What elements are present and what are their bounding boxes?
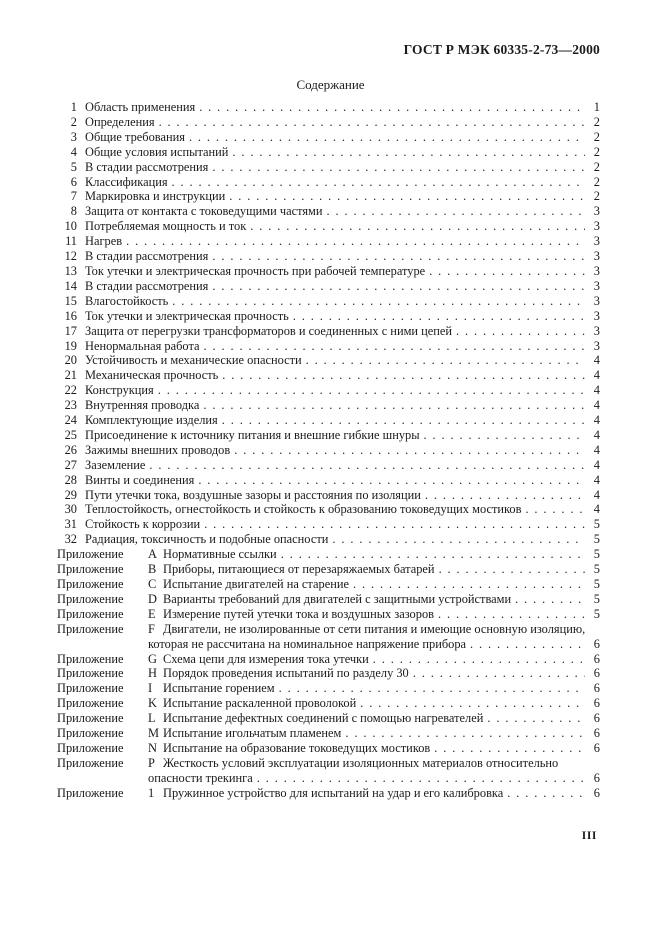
toc-entry-number: 3 (70, 129, 77, 144)
toc-entry-title: Стойкость к коррозии (85, 517, 201, 532)
toc-entry (57, 383, 600, 398)
dot-leader (218, 368, 585, 383)
appendix-letter: P (148, 755, 155, 770)
toc-appendix-entry (57, 562, 600, 577)
toc-entry (57, 234, 600, 249)
toc-entry (57, 353, 600, 368)
appendix-letter: G (148, 651, 157, 666)
toc-entry-page: 3 (593, 278, 600, 293)
toc-entry-number: 1 (70, 100, 77, 114)
toc-entry-page: 2 (593, 189, 600, 204)
toc-entry-number: 26 (64, 442, 77, 457)
toc-entry (57, 309, 600, 324)
toc-entry-title: Испытание на образование токоведущих мостиков (163, 740, 431, 755)
toc-entry-page: 3 (593, 263, 600, 278)
toc-entry-page: 6 (593, 666, 600, 681)
toc-entry (57, 502, 600, 517)
toc-entry-page: 3 (593, 234, 600, 249)
toc-entry (57, 473, 600, 488)
toc-entry-page: 6 (593, 651, 600, 666)
toc-entry-title: Испытание двигателей на старение (163, 577, 349, 591)
dot-leader (200, 517, 585, 532)
appendix-label: Приложение (57, 562, 124, 577)
toc-appendix-entry (57, 711, 600, 726)
toc-appendix-entry (57, 786, 600, 801)
appendix-label: Приложение (57, 577, 124, 591)
toc-entry-page: 2 (593, 129, 600, 144)
toc-entry-page: 6 (593, 770, 600, 785)
toc-entry-number: 25 (64, 427, 77, 442)
toc-entry-number: 5 (70, 159, 77, 174)
toc-entry (57, 100, 600, 115)
toc-appendix-entry (57, 592, 600, 607)
appendix-label: Приложение (57, 740, 124, 755)
toc-entry-title: Влагостойкость (85, 293, 169, 308)
toc-appendix-entry (57, 652, 600, 667)
appendix-letter: 1 (148, 785, 155, 800)
toc-entry-page: 4 (593, 383, 600, 398)
appendix-letter: B (148, 562, 157, 577)
dot-leader (521, 502, 585, 517)
appendix-label: Приложение (57, 666, 124, 681)
toc-entry-number: 15 (64, 293, 77, 308)
doc-code: ГОСТ Р МЭК 60335-2-73—2000 (403, 42, 600, 57)
toc-entry-number: 17 (64, 323, 77, 338)
toc-entry (57, 517, 600, 532)
appendix-letter: C (148, 577, 157, 591)
appendix-label: Приложение (57, 681, 124, 696)
toc-entry-title: Нормативные ссылки (163, 547, 277, 562)
appendix-letter: F (148, 621, 155, 636)
toc-entry (57, 160, 600, 175)
toc-entry-page: 4 (593, 398, 600, 413)
appendix-label: Приложение (57, 785, 124, 800)
toc-entry-page: 6 (593, 711, 600, 726)
appendix-letter: E (148, 606, 156, 621)
toc-entry (57, 532, 600, 547)
appendix-label: Приложение (57, 606, 124, 621)
toc-entry-page: 4 (593, 427, 600, 442)
toc-entry-title: Присоединение к источнику питания и внешние гибкие шнуры (85, 427, 420, 442)
dot-leader (483, 711, 585, 726)
toc-entry (57, 398, 600, 413)
toc-entry-number: 23 (64, 398, 77, 413)
dot-leader (194, 473, 585, 488)
dot-leader (168, 175, 585, 190)
toc-appendix-entry (57, 666, 600, 681)
toc-entry (57, 115, 600, 130)
toc-entry-page: 3 (593, 338, 600, 353)
toc-entry (57, 339, 600, 354)
dot-leader (275, 681, 585, 696)
toc-entry-number: 7 (70, 189, 77, 204)
toc-entry-title-continued: опасности трекинга (148, 770, 253, 785)
dot-leader (511, 592, 585, 607)
toc-entry-page: 6 (593, 785, 600, 800)
toc-entry (57, 324, 600, 339)
toc-entry-title: Винты и соединения (85, 472, 195, 487)
toc-list (57, 100, 600, 801)
dot-leader (421, 488, 585, 503)
toc-entry-title: Механическая прочность (85, 368, 219, 383)
toc-entry (57, 189, 600, 204)
dot-leader (503, 786, 585, 801)
appendix-label: Приложение (57, 547, 124, 562)
dot-leader (155, 115, 585, 130)
toc-appendix-entry (57, 696, 600, 711)
toc-entry-page: 5 (593, 591, 600, 606)
toc-entry-page: 4 (593, 413, 600, 428)
toc-entry-title: Определения (85, 114, 155, 129)
appendix-letter: D (148, 591, 157, 606)
dot-leader (208, 279, 585, 294)
toc-entry-title: Двигатели, не изолированные от сети питания и имеющие основную изоляцию, (163, 621, 586, 636)
toc-appendix-entry (57, 607, 600, 622)
toc-entry-number: 16 (64, 308, 77, 323)
dot-leader (208, 160, 585, 175)
toc-entry-title: Потребляемая мощность и ток (85, 219, 247, 234)
dot-leader (435, 562, 585, 577)
appendix-letter: L (148, 711, 156, 726)
appendix-label: Приложение (57, 696, 124, 711)
dot-leader (430, 741, 585, 756)
page-title: Содержание (296, 77, 365, 92)
toc-entry-page: 4 (593, 353, 600, 368)
toc-entry-title: Классификация (85, 174, 168, 189)
toc-entry-title: Ток утечки и электрическая прочность (85, 308, 289, 323)
toc-entry-page: 5 (593, 547, 600, 562)
dot-leader (277, 547, 585, 562)
toc-entry-page: 4 (593, 502, 600, 517)
dot-leader (328, 532, 585, 547)
dot-leader (154, 383, 585, 398)
dot-leader (145, 458, 585, 473)
dot-leader (349, 577, 585, 592)
toc-entry-number: 8 (70, 204, 77, 219)
dot-leader (230, 443, 585, 458)
toc-entry (57, 145, 600, 160)
toc-appendix-entry (57, 622, 600, 652)
toc-entry (57, 219, 600, 234)
dot-leader (195, 100, 585, 115)
toc-entry-page: 4 (593, 442, 600, 457)
page-number: III (581, 830, 597, 842)
toc-appendix-entry (57, 577, 600, 592)
dot-leader (356, 696, 585, 711)
dot-leader (168, 294, 585, 309)
toc-entry-page: 3 (593, 293, 600, 308)
toc-entry-title: Измерение путей утечки тока и воздушных зазоров (163, 606, 434, 621)
dot-leader (409, 666, 585, 681)
toc-entry-number: 14 (64, 278, 77, 293)
appendix-label: Приложение (57, 726, 124, 741)
toc-entry-number: 11 (65, 234, 77, 249)
toc-entry-page: 5 (593, 517, 600, 532)
dot-leader (341, 726, 585, 741)
toc-entry (57, 458, 600, 473)
toc-entry-title: Испытание горением (163, 681, 275, 696)
toc-entry-title: Защита от перегрузки трансформаторов и соединенных с ними цепей (85, 323, 453, 338)
appendix-letter: M (148, 726, 160, 741)
dot-leader (420, 428, 585, 443)
toc-entry-page: 3 (593, 204, 600, 219)
toc-entry-title: В стадии рассмотрения (85, 249, 209, 264)
toc-entry (57, 443, 600, 458)
appendix-letter: K (148, 696, 157, 711)
toc-entry (57, 175, 600, 190)
dot-leader (200, 339, 585, 354)
toc-entry-page: 3 (593, 249, 600, 264)
appendix-letter: H (148, 666, 157, 681)
toc-appendix-entry (57, 547, 600, 562)
toc-entry-number: 31 (64, 517, 77, 532)
toc-entry-page: 5 (593, 532, 600, 547)
dot-leader (122, 234, 585, 249)
toc-entry-number: 21 (64, 368, 77, 383)
toc-entry (57, 428, 600, 443)
toc-entry (57, 294, 600, 309)
toc-entry-number: 12 (64, 249, 77, 264)
toc-entry-title: Испытание игольчатым пламенем (163, 726, 342, 741)
toc-entry-page: 3 (593, 308, 600, 323)
dot-leader (208, 249, 585, 264)
toc-entry-title: Ток утечки и электрическая прочность при рабочей температуре (85, 263, 426, 278)
toc-entry-page: 5 (593, 562, 600, 577)
toc-entry-page: 4 (593, 487, 600, 502)
toc-entry-number: 22 (64, 383, 77, 398)
dot-leader (323, 204, 585, 219)
toc-appendix-entry (57, 681, 600, 696)
toc-entry-number: 20 (64, 353, 77, 368)
appendix-label: Приложение (57, 711, 124, 726)
toc-entry-number: 27 (64, 457, 77, 472)
toc-entry-number: 4 (70, 144, 77, 159)
toc-entry-title: Маркировка и инструкции (85, 189, 226, 204)
toc-entry-title: Ненормальная работа (85, 338, 200, 353)
dot-leader (228, 145, 585, 160)
toc-entry-title: Комплектующие изделия (85, 413, 218, 428)
toc-entry-title: Защита от контакта с токоведущими частями (85, 204, 323, 219)
appendix-label: Приложение (57, 591, 124, 606)
dot-leader (289, 309, 585, 324)
toc-entry (57, 488, 600, 503)
toc-entry-number: 30 (64, 502, 77, 517)
dot-leader (253, 771, 585, 786)
toc-entry-title: Испытание дефектных соединений с помощью нагревателей (163, 711, 484, 726)
toc-appendix-entry (57, 741, 600, 756)
toc-entry-title: Внутренняя проводка (85, 398, 200, 413)
toc-entry-page: 3 (593, 219, 600, 234)
dot-leader (218, 413, 585, 428)
toc-entry-title: В стадии рассмотрения (85, 159, 209, 174)
toc-entry-title: Устойчивость и механические опасности (85, 353, 302, 368)
toc-entry-page: 6 (593, 636, 600, 651)
toc-entry-title: Теплостойкость, огнестойкость и стойкость к образованию токоведущих мостиков (85, 502, 522, 517)
toc-entry-title: Область применения (85, 100, 196, 114)
dot-leader (225, 189, 585, 204)
toc-entry (57, 368, 600, 383)
toc-entry-title-continued: которая не рассчитана на номинальное напряжение прибора (148, 636, 467, 651)
appendix-label: Приложение (57, 651, 124, 666)
appendix-letter: N (148, 740, 157, 755)
appendix-letter: A (148, 547, 157, 562)
toc-entry-title: Пружинное устройство для испытаний на удар и его калибровка (163, 785, 504, 800)
dot-leader (246, 219, 585, 234)
toc-entry-page: 4 (593, 457, 600, 472)
toc-entry-page: 4 (593, 472, 600, 487)
toc-entry (57, 413, 600, 428)
toc-appendix-entry (57, 756, 600, 786)
toc-entry-title: Порядок проведения испытаний по разделу 30 (163, 666, 409, 681)
toc-entry-number: 32 (64, 532, 77, 547)
toc-entry-page: 6 (593, 696, 600, 711)
toc-entry-title: Зажимы внешних проводов (85, 442, 231, 457)
toc-entry-number: 13 (64, 263, 77, 278)
toc-entry-page: 6 (593, 740, 600, 755)
toc-appendix-entry (57, 726, 600, 741)
toc-entry-page: 2 (593, 174, 600, 189)
toc-entry (57, 264, 600, 279)
toc-entry-title: Конструкция (85, 383, 154, 398)
dot-leader (425, 264, 585, 279)
toc-entry-number: 2 (70, 114, 77, 129)
toc-entry-page: 1 (593, 100, 600, 114)
toc-entry (57, 130, 600, 145)
toc-entry (57, 204, 600, 219)
toc-entry (57, 249, 600, 264)
appendix-label: Приложение (57, 755, 124, 770)
dot-leader (199, 398, 585, 413)
toc-entry-title: Заземление (85, 457, 146, 472)
toc-entry-title: В стадии рассмотрения (85, 278, 209, 293)
toc-entry-page: 3 (593, 323, 600, 338)
toc-entry-page: 5 (593, 577, 600, 591)
dot-leader (434, 607, 585, 622)
toc-entry-title: Варианты требований для двигателей с защитными устройствами (163, 591, 512, 606)
dot-leader (466, 637, 585, 652)
dot-leader (369, 652, 585, 667)
dot-leader (452, 324, 585, 339)
toc-entry-title: Нагрев (85, 234, 123, 249)
toc-entry-page: 2 (593, 159, 600, 174)
toc-entry-number: 28 (64, 472, 77, 487)
dot-leader (302, 353, 585, 368)
toc-entry-title: Общие требования (85, 129, 185, 144)
toc-entry-page: 4 (593, 368, 600, 383)
dot-leader (185, 130, 585, 145)
toc-entry-title: Схема цепи для измерения тока утечки (163, 651, 369, 666)
toc-entry-title: Пути утечки тока, воздушные зазоры и расстояния по изоляции (85, 487, 421, 502)
toc-entry-title: Жесткость условий эксплуатации изоляционных материалов относительно (163, 755, 559, 770)
toc-entry-number: 6 (70, 174, 77, 189)
toc-entry-page: 2 (593, 114, 600, 129)
toc-entry-title: Общие условия испытаний (85, 144, 229, 159)
toc-entry-page: 2 (593, 144, 600, 159)
toc-entry-number: 24 (64, 413, 77, 428)
toc-entry-title: Испытание раскаленной проволокой (163, 696, 357, 711)
toc-entry-title: Радиация, токсичность и подобные опасности (85, 532, 329, 547)
toc-entry-number: 19 (64, 338, 77, 353)
toc-entry-page: 5 (593, 606, 600, 621)
toc-entry-number: 10 (64, 219, 77, 234)
toc-entry-number: 29 (64, 487, 77, 502)
toc-entry (57, 279, 600, 294)
toc-entry-page: 6 (593, 726, 600, 741)
toc-entry-page: 6 (593, 681, 600, 696)
appendix-letter: I (148, 681, 153, 696)
appendix-label: Приложение (57, 621, 124, 636)
toc-entry-title: Приборы, питающиеся от перезаряжаемых батарей (163, 562, 435, 577)
